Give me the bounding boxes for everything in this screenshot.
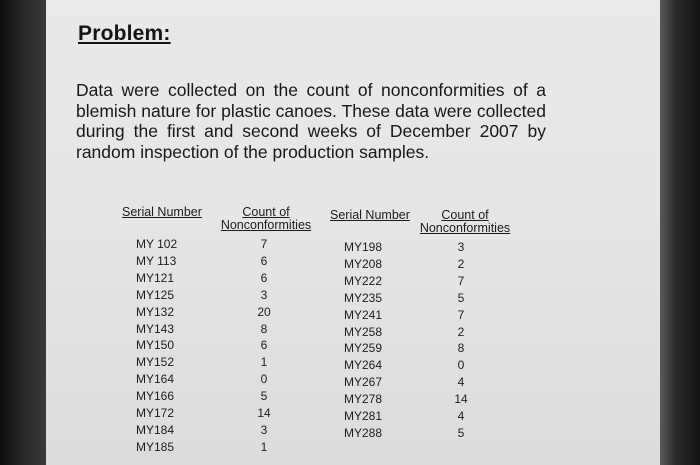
table-cell: 7 <box>457 307 465 322</box>
left-serial-column <box>136 236 177 456</box>
table-cell: 3 <box>260 422 268 437</box>
device-bezel-left <box>0 0 46 465</box>
table-cell: 5 <box>457 425 465 440</box>
table-cell: 4 <box>457 375 465 390</box>
table-cell: 5 <box>260 389 268 404</box>
table-cell: MY235 <box>344 290 383 305</box>
table-cell: 7 <box>260 237 268 251</box>
table-cell: MY172 <box>136 406 175 421</box>
left-count-header-line1: Count of <box>242 205 290 219</box>
right-serial-header: Serial Number <box>330 208 410 222</box>
table-cell: 1 <box>260 439 268 454</box>
table-cell: MY 113 <box>136 253 177 268</box>
table-cell: 8 <box>457 341 465 356</box>
table-cell: MY152 <box>136 355 175 370</box>
table-cell: 0 <box>260 372 268 387</box>
table-cell: 3 <box>457 240 465 254</box>
table-cell: 7 <box>457 273 465 288</box>
table-cell: 3 <box>260 287 268 302</box>
table-cell: MY241 <box>344 307 383 322</box>
right-serial-column <box>344 239 382 442</box>
table-cell: MY258 <box>344 324 383 339</box>
table-cell: MY222 <box>344 273 383 288</box>
table-cell: MY185 <box>136 439 175 454</box>
right-count-header-line1: Count of <box>441 208 489 222</box>
left-count-column <box>244 236 284 456</box>
table-cell: 20 <box>257 304 271 319</box>
problem-title: Problem: <box>78 22 171 45</box>
table-cell: 14 <box>454 392 468 407</box>
table-cell: 6 <box>260 253 268 268</box>
device-bezel-right <box>660 0 700 465</box>
table-cell: MY267 <box>344 375 383 390</box>
table-cell: 0 <box>457 358 465 373</box>
table-cell: 1 <box>260 355 268 370</box>
table-cell: MY281 <box>344 409 383 424</box>
table-cell: MY264 <box>344 358 383 373</box>
table-cell: MY166 <box>136 389 175 404</box>
table-cell: MY208 <box>344 256 383 271</box>
right-count-column <box>441 239 481 442</box>
table-cell: MY184 <box>136 422 175 437</box>
table-cell: 4 <box>457 409 465 424</box>
table-cell: 8 <box>260 321 268 336</box>
problem-description: Data were collected on the count of nonconformities of a blemish nature for plastic canoes. These data were collected during the first and second weeks of December 2007 by random inspection of the production samples. <box>76 80 546 162</box>
table-cell: 5 <box>457 290 465 305</box>
left-count-header-line2: Nonconformities <box>220 218 312 232</box>
table-cell: 6 <box>260 338 268 353</box>
left-count-header <box>218 206 314 232</box>
left-serial-header: Serial Number <box>122 205 202 219</box>
table-cell: MY132 <box>136 304 175 319</box>
table-cell: MY 102 <box>136 237 178 251</box>
right-count-header <box>418 209 512 235</box>
right-count-header-line2: Nonconformities <box>419 221 511 235</box>
table-cell: MY143 <box>136 321 175 336</box>
table-cell: MY198 <box>344 240 383 254</box>
table-cell: MY125 <box>136 287 175 302</box>
table-cell: MY278 <box>344 392 383 407</box>
table-cell: 2 <box>457 256 465 271</box>
table-cell: MY259 <box>344 341 383 356</box>
table-cell: 2 <box>457 324 465 339</box>
table-cell: MY288 <box>344 425 383 440</box>
table-cell: MY121 <box>136 270 175 285</box>
table-cell: 14 <box>257 406 271 421</box>
table-cell: 6 <box>260 270 268 285</box>
table-cell: MY150 <box>136 338 175 353</box>
table-cell: MY164 <box>136 372 175 387</box>
